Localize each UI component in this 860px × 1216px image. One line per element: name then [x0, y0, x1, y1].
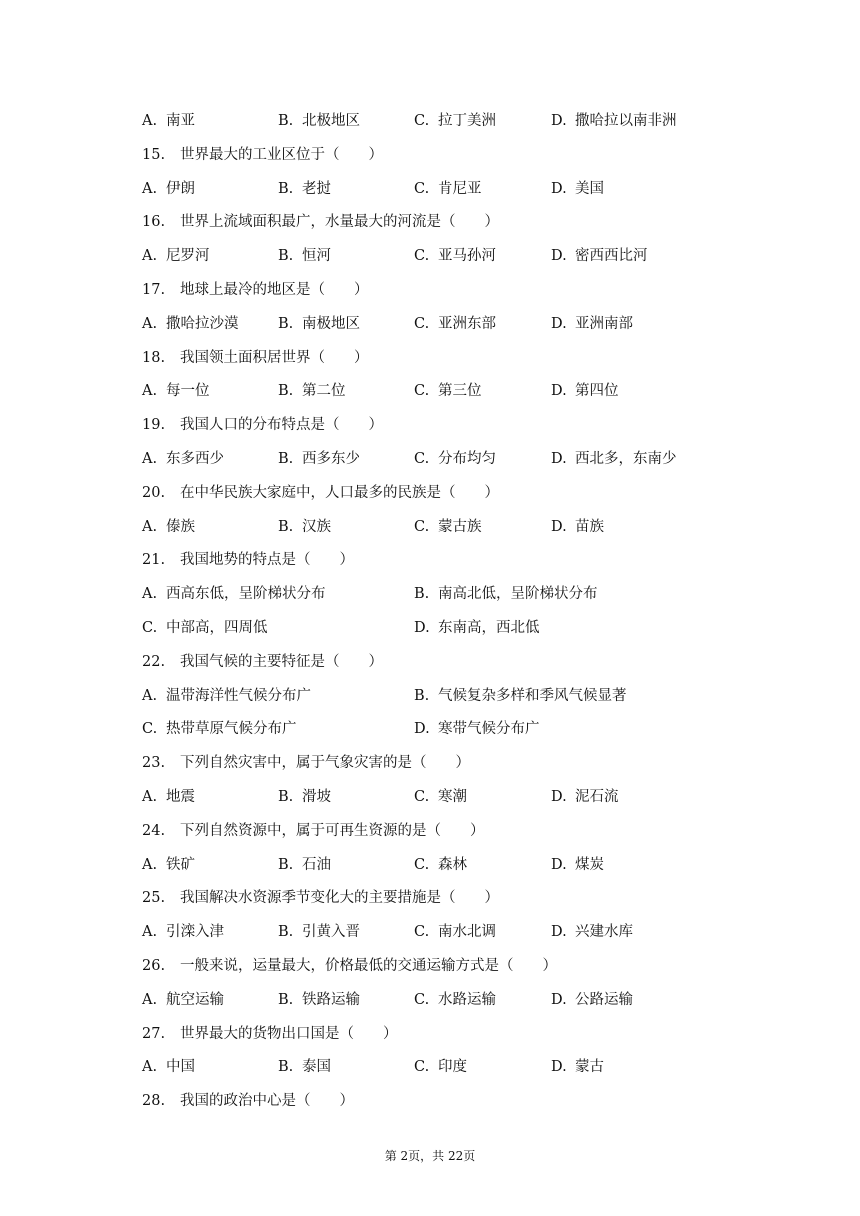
- option-letter: A.: [142, 113, 158, 129]
- option-text: 亚洲南部: [575, 315, 633, 332]
- options-line: [0, 378, 860, 404]
- answer-option: [414, 716, 540, 742]
- option-letter: A.: [142, 687, 158, 704]
- option-letter: C.: [414, 924, 430, 941]
- answer-option: [551, 243, 648, 269]
- option-text: 石油: [302, 856, 331, 873]
- option-text: 伊朗: [166, 180, 195, 197]
- answer-option: [278, 852, 331, 878]
- option-text: 密西西比河: [575, 248, 648, 265]
- option-text: 东南高，西北低: [438, 620, 540, 636]
- option-text: 第四位: [575, 383, 619, 400]
- option-text: 温带海洋性气候分布广: [166, 687, 311, 704]
- question-number: 22.: [142, 653, 166, 670]
- question-text: 我国解决水资源季节变化大的主要措施是（ ）: [180, 890, 499, 907]
- option-letter: D.: [551, 451, 567, 467]
- answer-option: [551, 784, 619, 810]
- option-letter: B.: [278, 451, 294, 467]
- answer-option: [142, 378, 210, 404]
- option-text: 气候复杂多样和季风气候显著: [438, 687, 627, 704]
- question-number: 24.: [142, 822, 166, 839]
- question-line: [0, 649, 860, 675]
- answer-option: [278, 378, 346, 404]
- option-text: 美国: [575, 180, 604, 197]
- question-line: [0, 480, 860, 506]
- options-line: [0, 852, 860, 878]
- option-letter: B.: [278, 248, 294, 265]
- option-letter: C.: [142, 620, 158, 636]
- question-line: [0, 547, 860, 573]
- answer-option: [414, 378, 482, 404]
- question-line: [0, 750, 860, 776]
- question-text: 世界最大的货物出口国是（ ）: [180, 1025, 398, 1042]
- option-text: 南极地区: [302, 315, 360, 332]
- option-letter: B.: [278, 383, 294, 400]
- option-letter: A.: [142, 315, 158, 332]
- question-text: 下列自然资源中，属于可再生资源的是（ ）: [180, 822, 485, 839]
- answer-option: [278, 108, 360, 134]
- option-text: 老挝: [302, 180, 331, 197]
- answer-option: [551, 311, 633, 337]
- option-text: 印度: [438, 1059, 467, 1076]
- options-line: [0, 1054, 860, 1080]
- option-letter: D.: [551, 248, 567, 265]
- answer-option: [414, 852, 467, 878]
- option-letter: B.: [278, 789, 294, 805]
- option-text: 森林: [438, 856, 467, 873]
- option-letter: C.: [414, 383, 430, 400]
- answer-option: [414, 108, 496, 134]
- option-text: 引黄入晋: [302, 924, 360, 941]
- question-text: 世界上流域面积最广，水量最大的河流是（ ）: [180, 214, 499, 231]
- answer-option: [551, 378, 619, 404]
- answer-option: [278, 514, 331, 540]
- answer-option: [551, 852, 604, 878]
- answer-option: [142, 852, 195, 878]
- answer-option: [142, 243, 210, 269]
- option-text: 苗族: [575, 518, 604, 535]
- option-text: 撒哈拉以南非洲: [575, 113, 677, 129]
- options-line: [0, 784, 860, 810]
- option-text: 引滦入津: [166, 924, 224, 941]
- answer-option: [142, 108, 195, 134]
- answer-option: [414, 1054, 467, 1080]
- question-number: 25.: [142, 890, 166, 907]
- answer-option: [278, 176, 331, 202]
- option-letter: B.: [278, 1059, 294, 1076]
- option-letter: C.: [414, 856, 430, 873]
- question-number: 19.: [142, 417, 166, 434]
- option-text: 拉丁美洲: [438, 113, 496, 129]
- question-text: 一般来说，运量最大，价格最低的交通运输方式是（ ）: [180, 958, 557, 974]
- option-letter: B.: [278, 518, 294, 535]
- question-number: 23.: [142, 755, 166, 772]
- option-text: 公路运输: [575, 991, 633, 1008]
- answer-option: [414, 987, 496, 1013]
- option-letter: C.: [414, 991, 430, 1008]
- option-text: 中部高，四周低: [166, 620, 268, 636]
- option-letter: A.: [142, 924, 158, 941]
- answer-option: [142, 446, 224, 472]
- option-letter: A.: [142, 991, 158, 1008]
- option-letter: B.: [414, 586, 430, 603]
- option-letter: D.: [551, 789, 567, 805]
- answer-option: [414, 514, 482, 540]
- option-text: 航空运输: [166, 991, 224, 1008]
- options-line: [0, 108, 860, 134]
- answer-option: [414, 446, 496, 472]
- option-text: 第二位: [302, 383, 346, 400]
- answer-option: [142, 1054, 195, 1080]
- answer-option: [142, 615, 268, 641]
- option-letter: D.: [551, 180, 567, 197]
- answer-option: [142, 581, 326, 607]
- answer-option: [142, 176, 195, 202]
- option-text: 尼罗河: [166, 248, 210, 265]
- option-letter: A.: [142, 1059, 158, 1076]
- question-number: 21.: [142, 552, 166, 569]
- answer-option: [551, 1054, 604, 1080]
- option-letter: D.: [414, 620, 430, 636]
- option-text: 寒潮: [438, 789, 467, 805]
- answer-option: [278, 784, 331, 810]
- option-text: 东多西少: [166, 451, 224, 467]
- option-letter: C.: [414, 518, 430, 535]
- option-letter: A.: [142, 180, 158, 197]
- option-letter: C.: [142, 721, 158, 738]
- answer-option: [142, 514, 195, 540]
- answer-option: [414, 683, 627, 709]
- option-text: 中国: [166, 1059, 195, 1076]
- option-text: 南水北调: [438, 924, 496, 941]
- answer-option: [551, 176, 604, 202]
- options-line: [0, 514, 860, 540]
- question-text: 在中华民族大家庭中，人口最多的民族是（ ）: [180, 484, 499, 501]
- option-letter: A.: [142, 856, 158, 873]
- options-line: [0, 683, 860, 709]
- question-line: [0, 412, 860, 438]
- question-text: 世界最大的工业区位于（ ）: [180, 146, 383, 163]
- option-letter: D.: [551, 856, 567, 873]
- option-letter: D.: [551, 991, 567, 1008]
- option-letter: A.: [142, 248, 158, 265]
- option-text: 第三位: [438, 383, 482, 400]
- options-line: [0, 987, 860, 1013]
- option-text: 南高北低，呈阶梯状分布: [438, 586, 598, 603]
- answer-option: [414, 176, 482, 202]
- option-letter: D.: [551, 315, 567, 332]
- option-text: 泥石流: [575, 789, 619, 805]
- question-text: 我国人口的分布特点是（ ）: [180, 417, 383, 434]
- option-letter: C.: [414, 789, 430, 805]
- question-number: 18.: [142, 349, 166, 366]
- options-line: [0, 919, 860, 945]
- option-text: 西高东低，呈阶梯状分布: [166, 586, 326, 603]
- option-letter: C.: [414, 113, 430, 129]
- option-text: 汉族: [302, 518, 331, 535]
- question-text: 地球上最冷的地区是（ ）: [180, 282, 369, 298]
- option-text: 水路运输: [438, 991, 496, 1008]
- answer-option: [551, 919, 633, 945]
- option-letter: C.: [414, 1059, 430, 1076]
- question-line: [0, 345, 860, 371]
- question-number: 15.: [142, 146, 166, 163]
- option-letter: B.: [278, 924, 294, 941]
- option-letter: D.: [551, 1059, 567, 1076]
- option-text: 蒙古族: [438, 518, 482, 535]
- option-text: 蒙古: [575, 1059, 604, 1076]
- option-letter: A.: [142, 383, 158, 400]
- answer-option: [551, 446, 677, 472]
- option-text: 傣族: [166, 518, 195, 535]
- question-number: 26.: [142, 958, 166, 974]
- question-line: [0, 1088, 860, 1114]
- option-text: 兴建水库: [575, 924, 633, 941]
- option-text: 亚马孙河: [438, 248, 496, 265]
- answer-option: [278, 919, 360, 945]
- answer-option: [142, 919, 224, 945]
- question-number: 20.: [142, 484, 166, 501]
- option-text: 寒带气候分布广: [438, 721, 540, 738]
- question-text: 我国的政治中心是（ ）: [180, 1093, 354, 1110]
- option-letter: B.: [278, 180, 294, 197]
- options-line: [0, 311, 860, 337]
- answer-option: [551, 987, 633, 1013]
- question-line: [0, 953, 860, 979]
- answer-option: [414, 784, 467, 810]
- page-footer: 第 2页，共 22页: [384, 1149, 476, 1163]
- option-letter: B.: [278, 113, 294, 129]
- option-letter: C.: [414, 248, 430, 265]
- option-letter: D.: [551, 518, 567, 535]
- option-text: 撒哈拉沙漠: [166, 315, 239, 332]
- option-text: 热带草原气候分布广: [166, 721, 297, 738]
- option-text: 地震: [166, 789, 195, 805]
- option-letter: B.: [278, 856, 294, 873]
- question-number: 28.: [142, 1093, 166, 1110]
- answer-option: [551, 514, 604, 540]
- question-line: [0, 885, 860, 911]
- option-text: 肯尼亚: [438, 180, 482, 197]
- option-letter: B.: [414, 687, 430, 704]
- option-text: 滑坡: [302, 789, 331, 805]
- option-letter: C.: [414, 180, 430, 197]
- option-letter: A.: [142, 451, 158, 467]
- option-text: 北极地区: [302, 113, 360, 129]
- option-letter: D.: [551, 113, 567, 129]
- option-letter: D.: [414, 721, 430, 738]
- question-text: 我国气候的主要特征是（ ）: [180, 653, 383, 670]
- option-text: 亚洲东部: [438, 315, 496, 332]
- option-text: 铁矿: [166, 856, 195, 873]
- answer-option: [142, 716, 297, 742]
- answer-option: [414, 581, 598, 607]
- option-text: 南亚: [166, 113, 195, 129]
- option-text: 分布均匀: [438, 451, 496, 467]
- question-line: [0, 1021, 860, 1047]
- question-line: [0, 277, 860, 303]
- answer-option: [278, 446, 360, 472]
- options-line: [0, 716, 860, 742]
- options-line: [0, 581, 860, 607]
- option-text: 西多东少: [302, 451, 360, 467]
- option-letter: C.: [414, 315, 430, 332]
- question-text: 我国领土面积居世界（ ）: [180, 349, 369, 366]
- option-text: 泰国: [302, 1059, 331, 1076]
- options-line: [0, 615, 860, 641]
- answer-option: [142, 683, 311, 709]
- question-line: [0, 209, 860, 235]
- option-letter: C.: [414, 451, 430, 467]
- question-text: 下列自然灾害中，属于气象灾害的是（ ）: [180, 755, 470, 772]
- answer-option: [278, 1054, 331, 1080]
- answer-option: [142, 784, 195, 810]
- option-text: 西北多，东南少: [575, 451, 677, 467]
- option-text: 每一位: [166, 383, 210, 400]
- answer-option: [414, 243, 496, 269]
- option-text: 煤炭: [575, 856, 604, 873]
- options-line: [0, 446, 860, 472]
- option-letter: A.: [142, 586, 158, 603]
- option-letter: D.: [551, 924, 567, 941]
- option-letter: A.: [142, 518, 158, 535]
- option-letter: B.: [278, 991, 294, 1008]
- question-line: [0, 142, 860, 168]
- options-line: [0, 176, 860, 202]
- answer-option: [414, 919, 496, 945]
- answer-option: [414, 311, 496, 337]
- answer-option: [278, 987, 360, 1013]
- option-letter: D.: [551, 383, 567, 400]
- answer-option: [278, 311, 360, 337]
- option-text: 铁路运输: [302, 991, 360, 1008]
- option-letter: A.: [142, 789, 158, 805]
- answer-option: [414, 615, 540, 641]
- answer-option: [142, 311, 239, 337]
- options-line: [0, 243, 860, 269]
- answer-option: [142, 987, 224, 1013]
- answer-option: [551, 108, 677, 134]
- answer-option: [278, 243, 331, 269]
- option-text: 恒河: [302, 248, 331, 265]
- question-number: 17.: [142, 282, 166, 298]
- question-number: 27.: [142, 1025, 166, 1042]
- question-text: 我国地势的特点是（ ）: [180, 552, 354, 569]
- question-line: [0, 818, 860, 844]
- option-letter: B.: [278, 315, 294, 332]
- question-number: 16.: [142, 214, 166, 231]
